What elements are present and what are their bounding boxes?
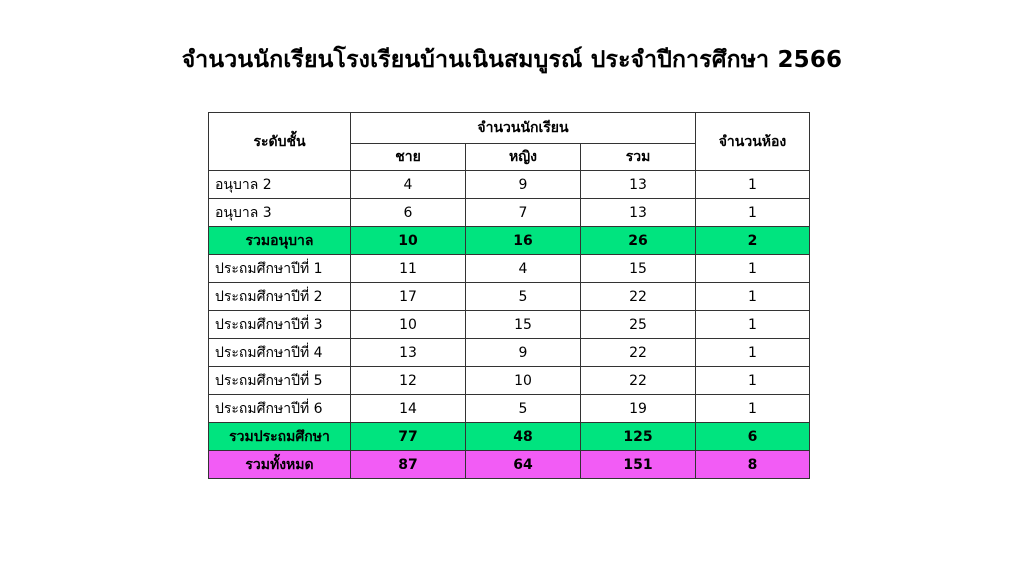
cell-rooms: 1 xyxy=(696,283,810,311)
header-male: ชาย xyxy=(351,144,466,171)
cell-female: 15 xyxy=(466,311,581,339)
subtotal-row-primary xyxy=(209,423,810,451)
cell-rooms: 1 xyxy=(696,367,810,395)
cell-male: 6 xyxy=(351,199,466,227)
cell-total: 13 xyxy=(581,171,696,199)
cell-level: รวมอนุบาล xyxy=(209,227,351,255)
cell-total: 25 xyxy=(581,311,696,339)
cell-total: 151 xyxy=(581,451,696,479)
cell-level: ประถมศึกษาปีที่ 3 xyxy=(209,311,351,339)
cell-level: อนุบาล 2 xyxy=(209,171,351,199)
cell-total: 22 xyxy=(581,283,696,311)
cell-level: ประถมศึกษาปีที่ 1 xyxy=(209,255,351,283)
cell-female: 5 xyxy=(466,395,581,423)
cell-female: 16 xyxy=(466,227,581,255)
cell-female: 4 xyxy=(466,255,581,283)
page-title: จำนวนนักเรียนโรงเรียนบ้านเนินสมบูรณ์ ประจำปีการศึกษา 2566 xyxy=(181,47,843,73)
table-row xyxy=(209,339,810,367)
cell-male: 12 xyxy=(351,367,466,395)
cell-rooms: 8 xyxy=(696,451,810,479)
header-rooms: จำนวนห้อง xyxy=(696,113,810,171)
cell-female: 5 xyxy=(466,283,581,311)
cell-total: 125 xyxy=(581,423,696,451)
cell-level: รวมทั้งหมด xyxy=(209,451,351,479)
cell-female: 64 xyxy=(466,451,581,479)
cell-rooms: 2 xyxy=(696,227,810,255)
table-row xyxy=(209,255,810,283)
cell-male: 4 xyxy=(351,171,466,199)
cell-male: 87 xyxy=(351,451,466,479)
cell-level: รวมประถมศึกษา xyxy=(209,423,351,451)
table-header-row xyxy=(209,113,810,144)
cell-rooms: 6 xyxy=(696,423,810,451)
cell-rooms: 1 xyxy=(696,255,810,283)
cell-male: 77 xyxy=(351,423,466,451)
header-total: รวม xyxy=(581,144,696,171)
student-count-table xyxy=(208,112,810,479)
cell-rooms: 1 xyxy=(696,171,810,199)
cell-rooms: 1 xyxy=(696,311,810,339)
cell-rooms: 1 xyxy=(696,199,810,227)
cell-rooms: 1 xyxy=(696,395,810,423)
cell-level: ประถมศึกษาปีที่ 6 xyxy=(209,395,351,423)
subtotal-row-kindergarten xyxy=(209,227,810,255)
cell-level: ประถมศึกษาปีที่ 5 xyxy=(209,367,351,395)
table-row xyxy=(209,311,810,339)
cell-total: 13 xyxy=(581,199,696,227)
header-female: หญิง xyxy=(466,144,581,171)
cell-female: 7 xyxy=(466,199,581,227)
table-row xyxy=(209,199,810,227)
grand-total-row xyxy=(209,451,810,479)
cell-total: 26 xyxy=(581,227,696,255)
cell-female: 48 xyxy=(466,423,581,451)
cell-male: 11 xyxy=(351,255,466,283)
table-row xyxy=(209,171,810,199)
table-row xyxy=(209,283,810,311)
cell-total: 15 xyxy=(581,255,696,283)
cell-male: 10 xyxy=(351,311,466,339)
cell-total: 22 xyxy=(581,339,696,367)
table-row xyxy=(209,395,810,423)
cell-male: 17 xyxy=(351,283,466,311)
cell-male: 10 xyxy=(351,227,466,255)
cell-rooms: 1 xyxy=(696,339,810,367)
table-row xyxy=(209,367,810,395)
cell-male: 14 xyxy=(351,395,466,423)
cell-female: 9 xyxy=(466,171,581,199)
cell-total: 19 xyxy=(581,395,696,423)
cell-level: อนุบาล 3 xyxy=(209,199,351,227)
header-students: จำนวนนักเรียน xyxy=(351,113,696,144)
cell-total: 22 xyxy=(581,367,696,395)
cell-male: 13 xyxy=(351,339,466,367)
header-level: ระดับชั้น xyxy=(209,113,351,171)
cell-level: ประถมศึกษาปีที่ 2 xyxy=(209,283,351,311)
cell-female: 10 xyxy=(466,367,581,395)
cell-female: 9 xyxy=(466,339,581,367)
cell-level: ประถมศึกษาปีที่ 4 xyxy=(209,339,351,367)
